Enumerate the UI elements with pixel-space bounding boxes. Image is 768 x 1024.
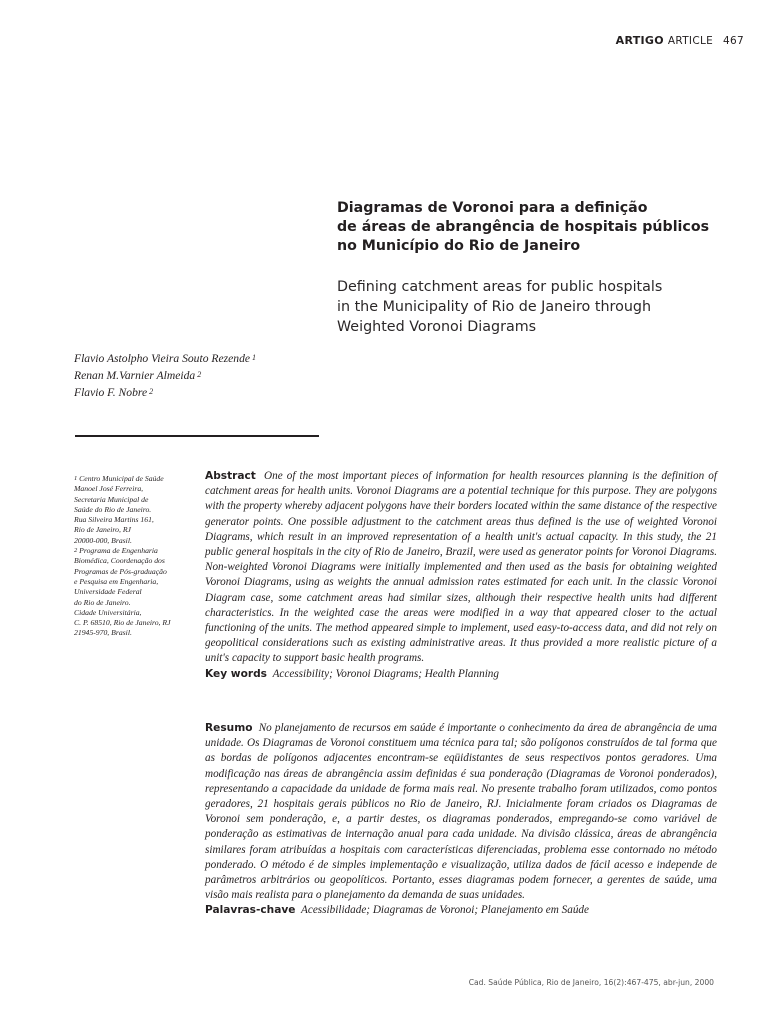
- affiliation-line: Biomédica, Coordenação dos: [74, 556, 165, 566]
- author: [74, 384, 256, 401]
- title-portuguese: [337, 199, 737, 256]
- running-header-label-en: ARTICLE: [667, 35, 714, 47]
- affiliation-line: Rio de Janeiro, RJ: [74, 525, 131, 535]
- affiliations: [74, 474, 200, 639]
- affiliation-mark: 2: [74, 547, 78, 555]
- affiliation-line: 21945-970, Brasil.: [74, 628, 132, 638]
- resumo-section: [205, 721, 717, 919]
- keywords-text: Accessibility; Voronoi Diagrams; Health Planning: [272, 667, 499, 680]
- abstract-section: [205, 469, 717, 682]
- keywords-label: Key words: [205, 667, 267, 680]
- affiliation-line: Universidade Federal: [74, 587, 142, 597]
- palavras-chave-text: Acessibilidade; Diagramas de Voronoi; Planejamento em Saúde: [301, 904, 589, 917]
- author-name: Renan M.Varnier Almeida: [74, 369, 196, 382]
- page-number: 467: [723, 35, 744, 47]
- title-pt-line: Diagramas de Voronoi para a definição: [337, 200, 648, 216]
- author-name: Flavio F. Nobre: [74, 386, 148, 399]
- title-pt-line: no Município do Rio de Janeiro: [337, 238, 581, 254]
- title-pt-line: de áreas de abrangência de hospitais públicos: [337, 219, 710, 235]
- divider-rule: [75, 435, 319, 437]
- title-english: [337, 277, 747, 337]
- affiliation-line: Saúde do Rio de Janeiro.: [74, 504, 152, 514]
- affiliation-line: [74, 546, 200, 556]
- keywords-line: [205, 667, 717, 682]
- affiliation-line: C. P. 68510, Rio de Janeiro, RJ: [74, 618, 171, 628]
- resumo-label: Resumo: [205, 722, 253, 734]
- running-header: [616, 34, 744, 47]
- running-header-label-pt: ARTIGO: [615, 34, 664, 47]
- affiliation-line: 20000-000, Brasil.: [74, 535, 132, 545]
- abstract-text: One of the most important pieces of information for health resources planning is the definition of catchment areas for health units. Voronoi Diagrams are a potential technique for this purpose. They are polygons with the property whereby adjacent polygons have their borders located within the same distance of the respective generator points. One possible adjustment to the catchment areas thus defined is the use of weighted Voronoi Diagrams, which result in an improved representation of a health unit's actual capacity. In this study, the 21 public general hospitals in the city of Rio de Janeiro, Brazil, were used as generator points for Voronoi Diagrams. Non-weighted Voronoi Diagrams were initially implemented and then used as the basis for obtaining weighted Voronoi Diagrams, using as weights the annual admission rates estimated for each unit. In the classic Voronoi Diagram case, some catchment areas had similar sizes, although their respective health units had different characteristics. In the weighted case the areas were modified in a way that appeared closer to the actual functioning of the units. The method appeared simple to implement, used easy-to-access data, and did not rely on geopolitical considerations such as existing administrative areas. It thus provided a more realistic picture of a unit's capacity to support basic health programs.: [205, 470, 717, 665]
- resumo-text: No planejamento de recursos em saúde é importante o conhecimento da área de abrangência de uma unidade. Os Diagramas de Voronoi constituem uma técnica para tal; são polígonos construídos de tal forma que as bordas de polígonos adjacentes encontram-se eqüidistantes de seus respectivos pontos geradores. Uma modificação nas áreas de abrangência assim definidas é sua ponderação (Diagramas de Voronoi ponderados), representando a capacidade da unidade de forma mais real. No presente trabalho foram utilizados, como pontos geradores, 21 hospitais gerais públicos no Rio de Janeiro, RJ. Inicialmente foram criados os Diagramas de Voronoi sem ponderação, e, a partir destes, os diagramas ponderados, empregando-se como variável de ponderação as estimativas de internação anual para cada unidade. Na divisão clássica, áreas de abrangência similares foram atribuídas a hospitais com características diferenciadas, problema esse contornado no método ponderado. O método é de simples implementação e visualização, utiliza dados de fácil acesso e independe de parâmetros arbitrários ou geopolíticos. Portanto, esses diagramas podem fornecer, a gerentes de saúde, uma visão mais realista para o planejamento da demanda de suas unidades.: [205, 722, 717, 902]
- affiliation-mark: 1: [74, 475, 78, 482]
- affiliation-line: [74, 474, 200, 484]
- author-list: [74, 350, 256, 401]
- abstract-label: Abstract: [205, 470, 256, 482]
- author-affiliation-mark: 1: [252, 353, 257, 362]
- affiliation-line: Manoel José Ferreira,: [74, 484, 144, 494]
- palavras-chave-label: Palavras-chave: [205, 904, 296, 917]
- affiliation-line: e Pesquisa em Engenharia,: [74, 576, 159, 586]
- author: [74, 367, 256, 384]
- affiliation-line: Secretaria Municipal de: [74, 494, 149, 504]
- footer-citation: Cad. Saúde Pública, Rio de Janeiro, 16(2):467-475, abr-jun, 2000: [468, 978, 714, 987]
- title-en-line: Weighted Voronoi Diagrams: [337, 319, 537, 335]
- affiliation-line: Rua Silveira Martins 161,: [74, 515, 154, 525]
- affiliation-line: do Rio de Janeiro.: [74, 597, 131, 607]
- author: [74, 350, 256, 367]
- affiliation-text: Programa de Engenharia: [79, 546, 158, 556]
- author-name: Flavio Astolpho Vieira Souto Rezende: [74, 352, 251, 365]
- author-affiliation-mark: 2: [149, 387, 154, 396]
- title-en-line: Defining catchment areas for public hospitals: [337, 279, 663, 295]
- affiliation-line: Cidade Universitária,: [74, 607, 142, 617]
- title-en-line: in the Municipality of Rio de Janeiro through: [337, 299, 652, 315]
- affiliation-line: Programas de Pós-graduação: [74, 566, 167, 576]
- affiliation-text: Centro Municipal de Saúde: [79, 474, 164, 483]
- palavras-chave-line: [205, 903, 717, 918]
- author-affiliation-mark: 2: [197, 370, 202, 379]
